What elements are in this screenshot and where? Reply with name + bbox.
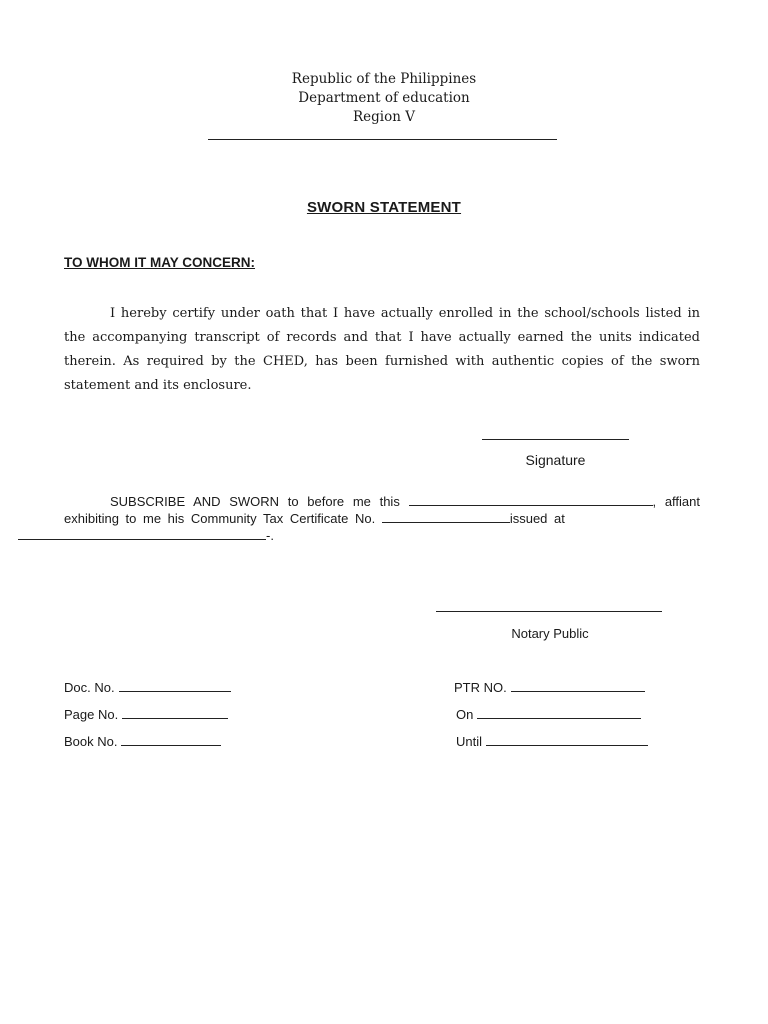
until-blank[interactable] (486, 734, 648, 746)
doc-no-label: Doc. No. (64, 680, 115, 695)
page-no-row (64, 707, 228, 722)
ptr-no-row (454, 680, 645, 695)
document-title: SWORN STATEMENT (306, 199, 462, 216)
on-blank[interactable] (477, 707, 641, 719)
page-no-label: Page No. (64, 707, 119, 722)
doc-no-blank[interactable] (119, 680, 231, 692)
salutation: TO WHOM IT MAY CONCERN: (64, 255, 256, 270)
book-no-blank[interactable] (121, 734, 221, 746)
subscribe-text-4: -. (266, 528, 274, 543)
until-row (456, 734, 648, 749)
subscribe-text-2: , affiant exhibiting to me his Community Tax Certificate No. (64, 494, 700, 526)
document-header (0, 70, 768, 127)
book-no-label: Book No. (64, 734, 118, 749)
header-region: Region V (353, 109, 415, 125)
subscribe-text-3: issued at (509, 511, 565, 526)
notary-label: Notary Public (511, 626, 589, 641)
header-department: Department of education (298, 90, 470, 106)
subscribe-text-1: SUBSCRIBE AND SWORN to before me this (110, 494, 409, 509)
issued-at-blank[interactable] (18, 528, 266, 540)
book-no-row (64, 734, 221, 749)
header-country: Republic of the Philippines (291, 71, 477, 87)
on-label: On (456, 707, 474, 722)
ptr-no-blank[interactable] (511, 680, 645, 692)
notary-signature-line (436, 611, 662, 612)
ctc-number-blank[interactable] (382, 511, 510, 523)
on-row (456, 707, 641, 722)
certification-paragraph: I hereby certify under oath that I have actually enrolled in the school/schools listed in the accompanying transcript of records and that I have actually earned the units indicated therein. As required by the CHED, has been furnished with authentic copies of the sworn statement and its enclosure. (64, 306, 700, 393)
subscribe-paragraph (64, 493, 700, 544)
ptr-no-label: PTR NO. (454, 680, 507, 695)
signature-label: Signature (525, 452, 586, 468)
header-divider (208, 139, 557, 140)
date-blank[interactable] (409, 494, 653, 506)
doc-no-row (64, 680, 231, 695)
until-label: Until (456, 734, 483, 749)
signature-line (482, 439, 629, 440)
page-no-blank[interactable] (122, 707, 228, 719)
